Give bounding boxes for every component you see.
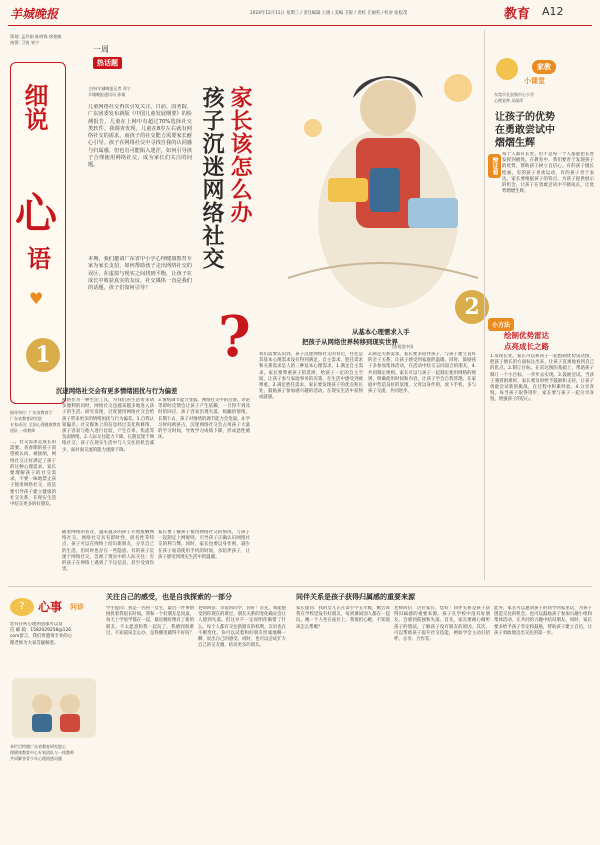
section-1-text-right: 二、社交需求是成长的需要。青春期的孩子渴望被认同、被接纳，网络社交正好满足了孩子的这种心理需求。家长要理解孩子的社交需求，不要一味地禁止孩子使用网络社交，而是要引导孩子建立健康的社交关系，在现实生活中结交更多的好朋友。 xyxy=(10,440,56,508)
bottom-rule xyxy=(8,586,592,587)
section-2-text-left: 我们需要认识到，孩子沉迷网络社交的背后，往往是其基本心理需求没有得到满足。自主需求、胜任需求和关系需求是人的三种基本心理需求。1.满足自主需求。家长要尊重孩子的选择，给孩子一定的自主空间，让孩子参与家庭事务的决策，在生活中感受到被尊重。2.满足胜任需求。家长要发现孩子的优点和长处，鼓励孩子参加感兴趣的活动，在现实生活中获得成就感。 xyxy=(259,352,363,401)
sidebar-title-line-3: 熠熠生辉 xyxy=(495,138,535,149)
heart-icon: ♥ xyxy=(29,289,44,308)
parents-text-a: 家长提问：我的女儿正在读小学五年级，她告诉我在学校里没有好朋友，每到课间别人都在一起玩，她一个人坐在座位上，我很担心她，不知道该怎么帮她？ xyxy=(296,606,390,630)
feature-intro-2: 本期，我们邀请广东省中小学心理健康教育专家为家长支招，如何帮助孩子走出网络社交的误区，在虚拟与现实之间找到平衡，让孩子在成长中收获真实的友谊。社交媒体一直是我们的话题，孩子们如何引导？ xyxy=(88,256,192,292)
hot-topic-label: 热话题 xyxy=(93,57,122,69)
section-1-number: 1 xyxy=(26,338,60,372)
letter-text-a: 学生提问：我是一名初一女生，最近一件事情困扰着我很长时间。我和一个好朋友是同桌，每天上学放学都在一起，最近她好像有了新的朋友，不太愿意和我一起玩了。我感到很难过，不知道该怎么办，是我哪里做得不好吗？ xyxy=(106,606,194,636)
sidebar-tag-2: 小课堂 xyxy=(524,77,545,85)
sidebar-tag-1: 家教 xyxy=(532,60,556,74)
section-2-text-right: 3.满足关系需求。家长要多陪伴孩子，与孩子建立良好的亲子关系，让孩子感受到家庭的温暖。同时，鼓励孩子多参加集体活动，在活动中结交志同道合的朋友。4.共同制定规则。家长可以与孩子一起制定使用网络的规则，明确使用时间和内容，让孩子学会自我管理。在家庭中营造良好的氛围，父母以身作则，放下手机，多与孩子交流，共同进步。 xyxy=(368,352,476,395)
section-1-text-left: 网络作为一种生活工具，为我们的生活带来诸多便利的同时，网络社交也越来越多地进入孩子的生活。研究发现，过度使用网络社交会给孩子带来更多的情绪困扰与行为偏差。1.自我认知偏差。社交媒体上的信息经过美化和修饰，孩子容易与他人进行比较，产生自卑、焦虑等负面情绪。2.人际交往能力下降。长期沉迷于网络社交，孩子在现实生活中与人交往的机会减少，面对面交流的能力逐渐下降。 xyxy=(62,398,154,453)
credits-bottom: 指导单位: 广东省教育厅 广东省教育研究院 专家成员: 全国心理健康教育 团队 一线教师 xyxy=(10,410,61,433)
sidebar-label-b: 小方法 xyxy=(488,318,514,331)
advice-box xyxy=(8,592,100,838)
feature-illustration xyxy=(258,28,498,328)
section-1-text-mid: 3.情绪调节能力变弱。网络社交中的点赞、评论等即时反馈会让孩子产生依赖，一旦得不到及时的回应，孩子容易出现失落、烦躁的情绪。长期下去，孩子对情绪的调节能力会变弱。4.学习时间被挤占。沉迷网络社交会占用孩子大量的学习时间，导致学习成绩下降，形成恶性循环。 xyxy=(158,398,250,441)
headline-part-2: 孩子沉迷网络社交 xyxy=(199,86,225,270)
parents-title: 同伴关系是孩子获得归属感的重要来源 xyxy=(296,592,415,601)
image-caption: 图/视觉中国 xyxy=(392,344,414,349)
feature-byline: 主持/羊城晚报记者 邓宁 羊城晚报通讯员 孙婧 xyxy=(88,86,131,97)
headline-part-1: 家长该怎么办 xyxy=(227,86,253,224)
logo-line-1: 细说 xyxy=(20,83,49,131)
section-1-title: 沉迷网络社交会有更多情绪困扰与行为偏差 xyxy=(56,387,178,395)
parents-text-c: 此外，家长可以邀请孩子的同学到家里玩，为孩子创造交往的机会。也可以鼓励孩子参加兴趣小组和集体活动，在共同的兴趣中结识朋友。同时，家长要多给予孩子肯定和鼓励，帮助孩子建立自信，让孩子勇敢地迈出交往的第一步。 xyxy=(494,606,592,636)
date-line: 2024年12月11日 星期三 / 责任编辑 王婧 / 美编 卫锐 / 责校 丘丽英 / 校对 张松茂 xyxy=(250,11,408,16)
letter-title: 关注自己的感受，也是自我探索的一部分 xyxy=(106,592,232,601)
feature-intro: 儿童网络社交再次引发关注。日前，国务院、广东团委发布新版《中国儿童发展纲要》的检测报告，儿童在上网中有超过70%选择社交类软件。我调查发现，儿童在8岁左右就有网络社交的需求，而孩子的社交能力需要家长耐心引导。孩子在网络社交中寻找自我的认同感与归属感，但也有可能陷入迷茫，如何引导孩子合理使用网络社交，成为家长们关注的问题。 xyxy=(88,104,192,169)
masthead xyxy=(0,0,600,26)
sidebar-title-line-2: 在勇敢尝试中 xyxy=(495,125,555,136)
advice-title-tag: 问诊 xyxy=(70,603,84,611)
letter-text-b: 老师回信：亲爱的同学，你好！首先，我能感受到你现在的难过。朋友关系的变化确实会让人感到失落。但这并不一定说明你做错了什么。每个人都有交往新朋友的权利，友谊也在不断变化。你可以试着和好朋友坦诚地聊一聊，说出自己的感受。同时，也可以尝试扩大自己的交友圈，结识更多的朋友。 xyxy=(198,606,286,649)
page-number: A12 xyxy=(542,5,564,18)
section-2-number: 2 xyxy=(455,290,489,324)
header-rule xyxy=(8,25,592,26)
section-name: 教育 xyxy=(504,7,531,22)
section-2-title-line-1: 从基本心理需求入手 xyxy=(352,328,410,336)
week-tag xyxy=(93,44,122,69)
advice-title: 心事 xyxy=(38,600,63,614)
advice-bubble-icon: ? xyxy=(10,598,34,616)
sidebar-title-b-line-1: 绘制优势雷达 xyxy=(504,331,549,340)
sidebar-title-line-1: 让孩子的优势 xyxy=(495,112,555,123)
advice-contact: 您有任何心理困惑都可以发 信 邮 箱：1582029258@126. com留言，我们将邀请专业的心 理老师为大家答疑解惑。 xyxy=(10,622,73,646)
feature-col-a: 随着网络的普及，越来越多的孩子开始接触网络社交。网络社交具有即时性、匿名性等特点，孩子可以在网络上结识新朋友，分享自己的生活，但同时也存在一些隐患。有的孩子沉迷于网络社交，忽视了现实中的人际交往；有的孩子在网络上遇到了不良信息，甚至受到伤害。 xyxy=(62,530,154,573)
feature-col-b: 家长要了解孩子使用网络社交的情况，与孩子一起制定上网规则，引导孩子正确认识网络社交的利与弊。同时，家长也要以身作则，减少在孩子面前使用手机的时间，多陪伴孩子，让孩子感受到现实生活中的温暖。 xyxy=(158,530,250,560)
sidebar-text-a: 每个人都有长处。但不是每一个人都能把长处发挥到极致。在教育中，我们要善于发现孩子的优势，帮助孩子树立自信心。有的孩子擅长绘画，有的孩子喜欢运动，有的孩子善于表达。家长要根据孩子的特点，为孩子提供展示的机会，让孩子在勇敢尝试中不断成长，让优势熠熠生辉。 xyxy=(502,152,594,195)
sidebar-label-a: 辩证看 xyxy=(488,154,501,178)
newspaper-logo: 羊城晚报 xyxy=(10,7,59,21)
sidebar-icon xyxy=(496,58,518,80)
week-label: 一周 xyxy=(93,45,109,54)
sidebar-text-b: 1.发现长处。家长可以和孩子一起绘制优势雷达图，把孩子擅长的方面标注出来，让孩子直观地看到自己的优点。2.制订目标。在雷达图的基础上，帮助孩子制订一个小目标，一步步去实现。3.鼓励尝试。当孩子遇到困难时，家长要及时给予鼓励和支持，让孩子勇敢尝试新的挑战，在过程中积累经验。4.分享喜悦。每当孩子取得进步，家长要与孩子一起分享喜悦，增强孩子的信心。 xyxy=(490,354,594,403)
credits-top: 策划: 孟玲娟 陈明锋 徐艳敏 统筹: 卫锐 邹宁 xyxy=(10,34,62,45)
sidebar-title-b-line-2: 点亮成长之路 xyxy=(504,342,549,351)
logo-line-3: 语 xyxy=(27,244,51,273)
logo-line-2: 心 xyxy=(15,189,58,238)
advice-footer: 本栏目特邀广东省教育研究院心 理健康教育中心专家团队与一线教师 共同解答青少年心理困惑问题 xyxy=(10,744,74,761)
parents-text-b: 老师回信：这位家长，您好！同伴关系是孩子获得归属感的重要来源。孩子在学校中没有好朋友，会感到孤独和失落。首先，家长要耐心倾听孩子的想法，了解孩子没有朋友的原因。其次，可以帮助孩子提升社交技能，例如学会主动打招呼、分享、合作等。 xyxy=(394,606,490,643)
sidebar-author: 东莞市长安镇中心小学 心理老师 吴丽萍 xyxy=(494,92,534,103)
headline-question-mark: ? xyxy=(218,304,251,370)
advice-illustration xyxy=(12,678,96,738)
section-2-title-line-2: 把孩子从网络世界转移到现实世界 xyxy=(302,338,398,346)
